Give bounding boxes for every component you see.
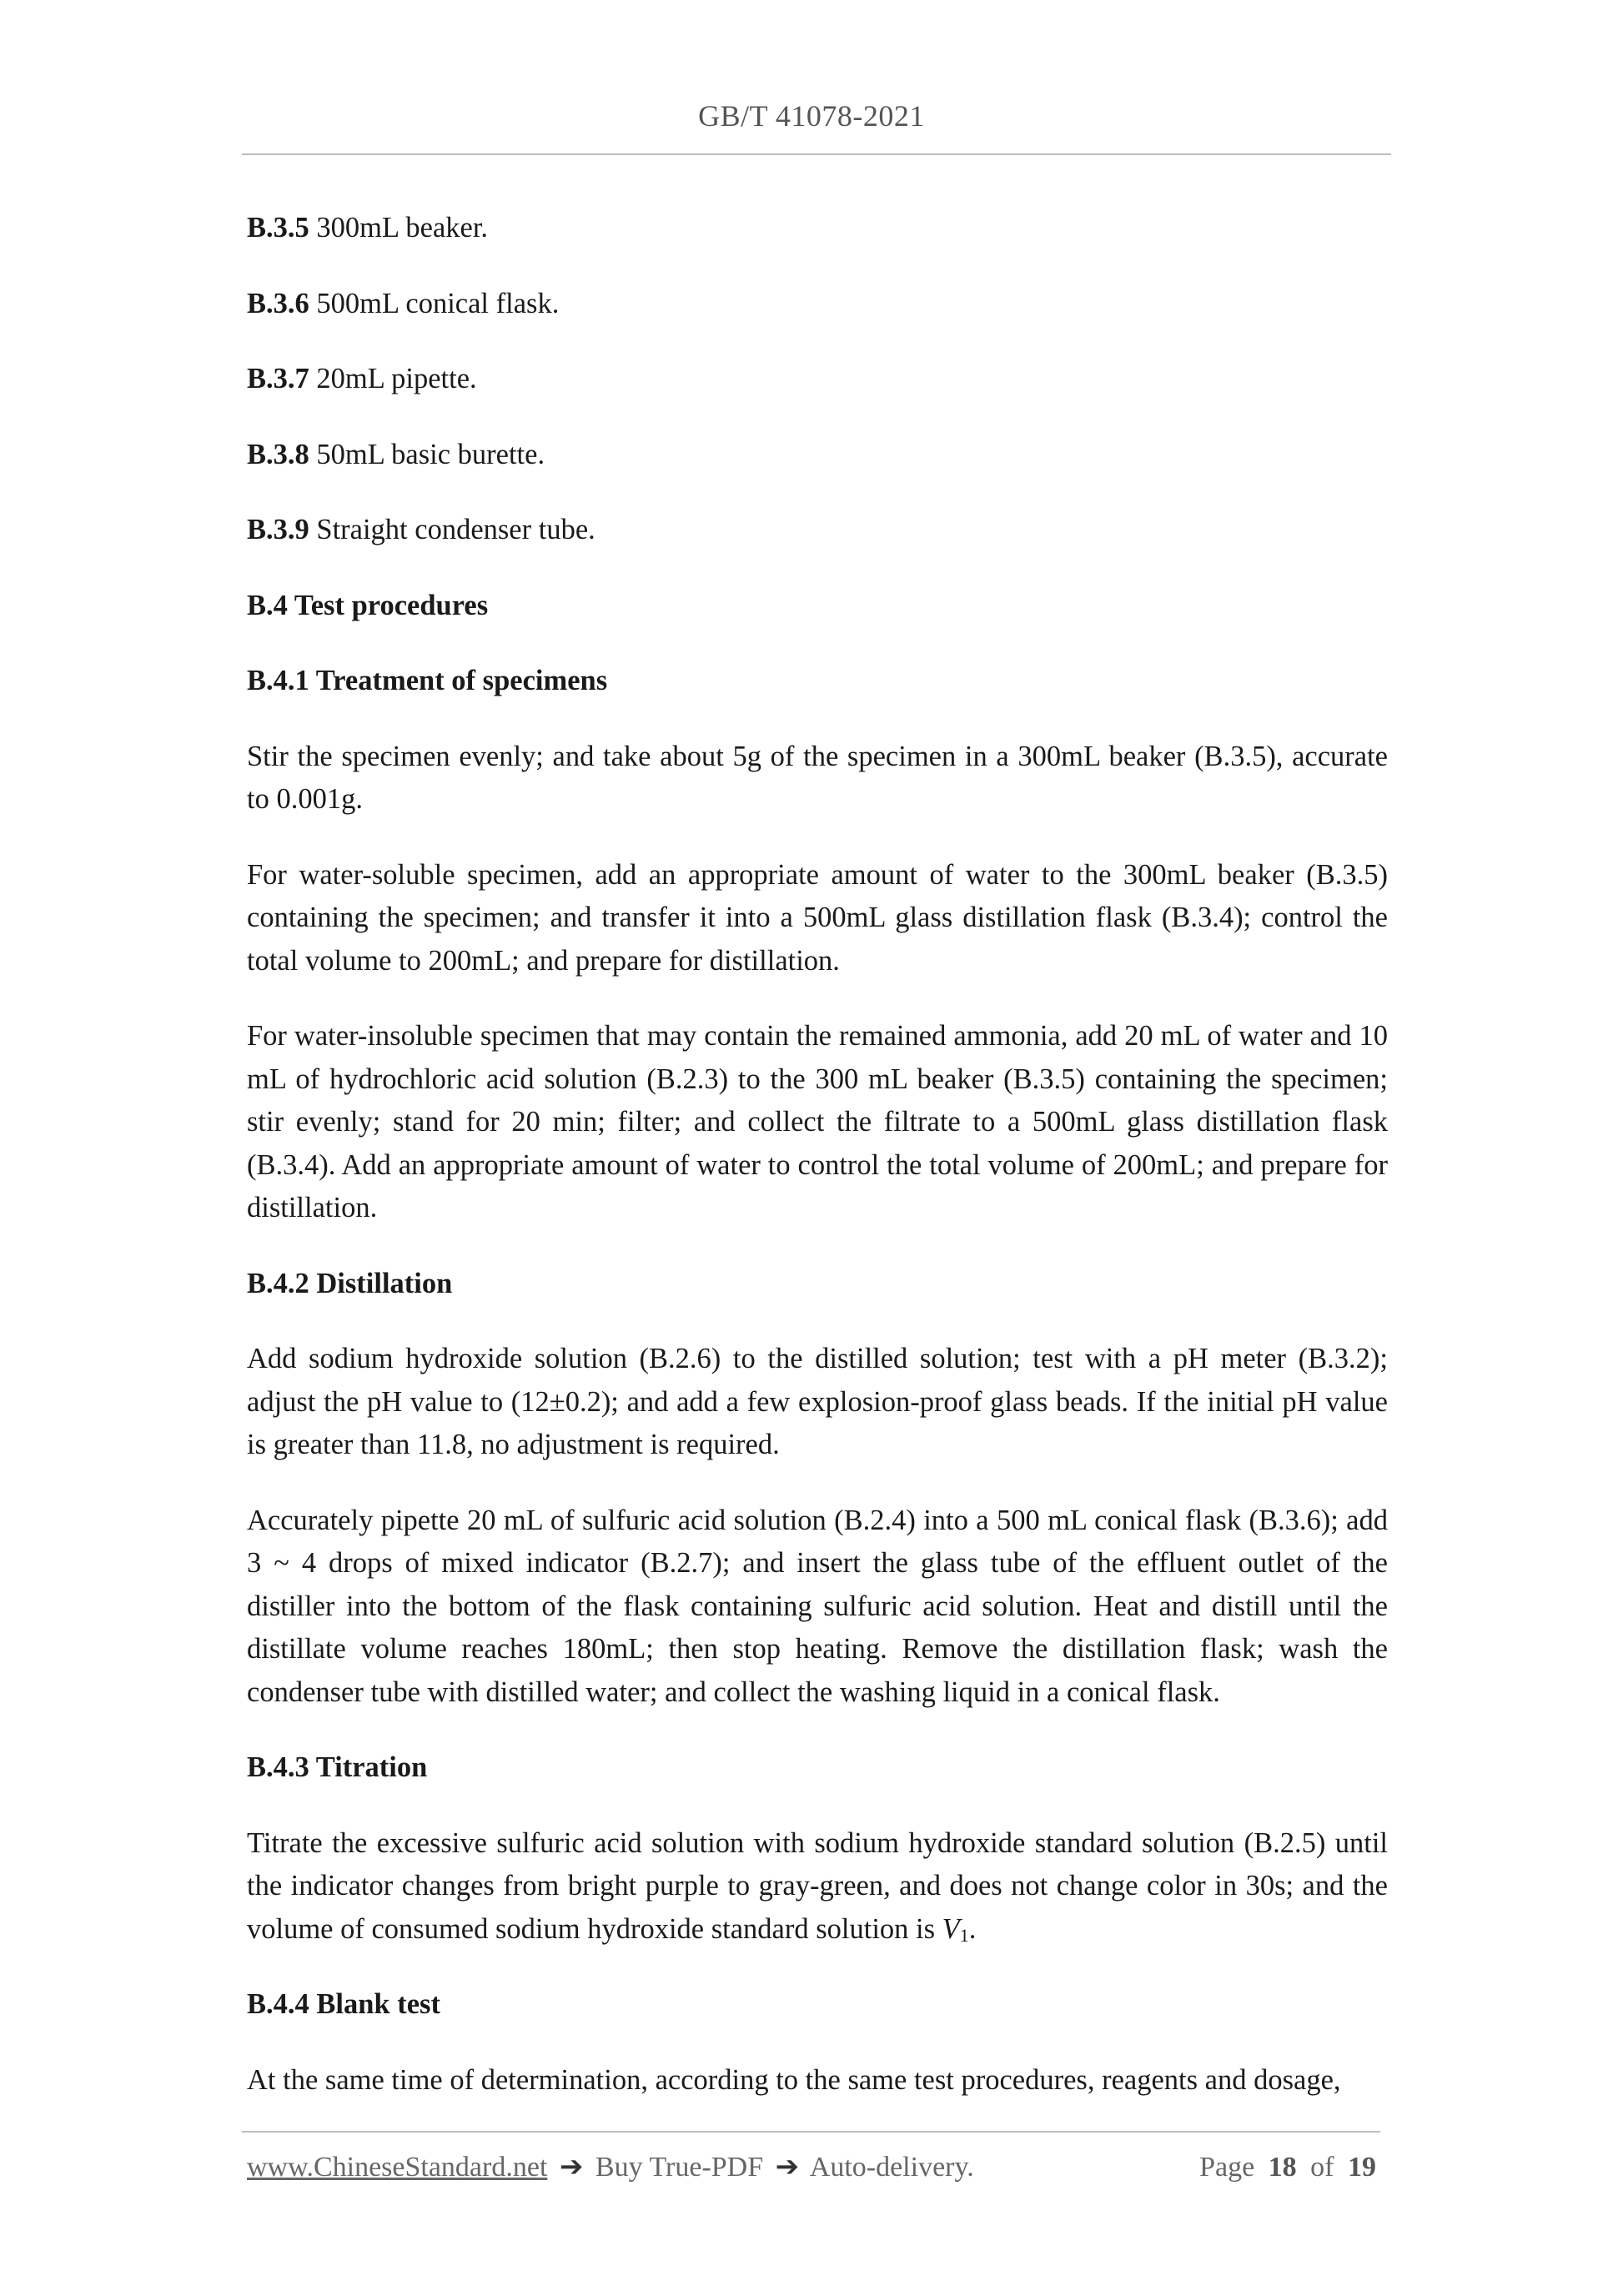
paragraph: For water-soluble specimen, add an appropriate amount of water to the 300mL beaker (B.3.5) containing the specimen; and transfer it into a 500mL glass distillation flask (B.3.4); control the total volume to 200mL; and prepare for distillation. [247,858,1388,977]
section-heading-b4: B.4 Test procedures [247,589,489,621]
paragraph: For water-insoluble specimen that may contain the remained ammonia, add 20 mL of water and 10 mL of hydrochloric acid solution (B.2.3) to the 300 mL beaker (B.3.5) containing the specimen; stir evenly; stand for 20 min; filter; and collect the filtrate to a 500mL glass distillation flask (B.3.4). Add an appropriate amount of water to control the total volume of 200mL; and prepare for distillation. [247,1020,1388,1223]
paragraph-text: Titrate the excessive sulfuric acid solution with sodium hydroxide standard solution (B.2.5) until the indicator changes from bright purple to gray-green, and does not change color in 30s; and the volume of consumed sodium hydroxide standard solution is [247,1826,1388,1945]
footer-divider [242,2131,1380,2133]
paragraph: At the same time of determination, according to the same test procedures, reagents and dosage, [247,2063,1341,2096]
paragraph: Accurately pipette 20 mL of sulfuric acid solution (B.2.4) into a 500 mL conical flask (B.3.6); add 3 ~ 4 drops of mixed indicator (B.2.7); and insert the glass tube of the effluent outlet of the distiller into the bottom of the flask containing sulfuric acid solution. Heat and distill until the distillate volume reaches 180mL; then stop heating. Remove the distillation flask; wash the condenser tube with distilled water; and collect the washing liquid in a conical flask. [247,1504,1388,1708]
document-body [247,207,1388,2134]
footer-promo [247,2150,974,2183]
paragraph: Add sodium hydroxide solution (B.2.6) to the distilled solution; test with a pH meter (B.3.2); adjust the pH value to (12±0.2); and add a few explosion-proof glass beads. If the initial pH value is greater than 11.8, no adjustment is required. [247,1343,1388,1460]
list-item [247,358,1388,401]
arrow-right-icon: ➔ [775,2152,800,2183]
document-id-header: GB/T 41078-2021 [698,99,925,133]
item-number: B.3.6 [247,287,309,319]
section-heading-b44: B.4.4 Blank test [247,1988,440,2020]
item-number: B.3.7 [247,363,309,394]
section-heading-b43: B.4.3 Titration [247,1751,428,1783]
variable-v: V [942,1912,960,1945]
header-divider [242,153,1391,155]
item-number: B.3.5 [247,212,309,244]
section-heading-b41: B.4.1 Treatment of specimens [247,665,608,696]
buy-pdf-text: Buy True-PDF [595,2152,764,2183]
paragraph [247,1822,1388,1952]
item-text: 50mL basic burette. [316,438,545,470]
item-text: 300mL beaker. [316,212,489,244]
item-text: 20mL pipette. [316,363,477,394]
page-label: Page [1199,2152,1255,2183]
item-number: B.3.8 [247,438,309,470]
list-item [247,207,1388,250]
item-number: B.3.9 [247,514,309,545]
list-item [247,509,1388,552]
arrow-right-icon: ➔ [559,2152,584,2183]
variable-subscript: 1 [959,1924,969,1946]
page-footer [247,2150,1379,2183]
section-heading-b42: B.4.2 Distillation [247,1267,453,1299]
of-label: of [1310,2152,1334,2183]
list-item [247,283,1388,326]
paragraph: Stir the specimen evenly; and take about 5g of the specimen in a 300mL beaker (B.3.5), accurate to 0.001g. [247,740,1388,815]
total-pages: 19 [1348,2152,1376,2183]
list-item [247,434,1388,477]
paragraph-end: . [968,1912,977,1945]
delivery-text: Auto-delivery. [809,2152,974,2183]
page-indicator [1196,2152,1379,2183]
item-text: Straight condenser tube. [316,514,595,545]
website-link[interactable]: www.ChineseStandard.net [247,2152,548,2183]
current-page: 18 [1268,2152,1297,2183]
item-text: 500mL conical flask. [316,287,560,319]
